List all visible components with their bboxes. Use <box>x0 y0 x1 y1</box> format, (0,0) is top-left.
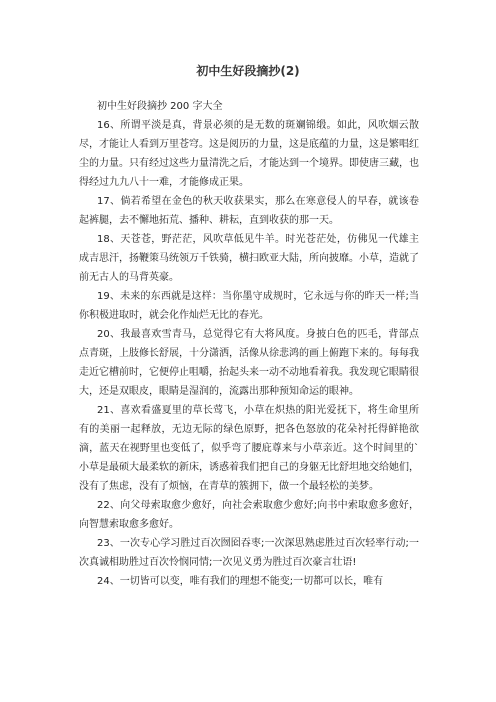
paragraph: 19、未来的东西就是这样：当你墨守成规时，它永远与你的昨天一样;当你积极进取时，就会化作灿烂无比的春光。 <box>79 291 419 321</box>
paragraph: 16、所谓平淡是真，背景必须的是无数的斑斓锦缎。如此，风吹烟云散尽，才能让人看到万里苍穹。这是阅历的力量，这是底蕴的力量，这是繁唱红尘的力量。只有经过这些力量清洗之后，才能达到一个境界。即使唐三藏，也得经过九九八十一难，才能修成正果。 <box>79 120 419 188</box>
paragraph: 23、一次专心学习胜过百次囫囵吞枣;一次深思熟虑胜过百次轻率行动;一次真诚相助胜过百次怜悯同情;一次见义勇为胜过百次豪言壮语! <box>79 538 419 568</box>
paragraph: 18、天苍苍，野茫茫，风吹草低见牛羊。时光苍茫处，仿佛见一代雄主成吉思汗，扬鞭策马统领万千铁骑，横扫欧亚大陆，所向披靡。小草，造就了前无古人的马背英豪。 <box>79 234 419 283</box>
paragraph: 20、我最喜欢雪青马，总觉得它有大将风度。身披白色的匹毛，背部点点青斑，上肢修长舒展，十分潇洒，活像从徐悲鸿的画上俯跑下来的。每每我走近它槽前时，它便停止咀嚼，抬起头来一动不动地看着我。我发现它眼睛很大，还是双眼皮，眼睛是湿润的，流露出那种预知命运的眼神。 <box>79 329 419 397</box>
document-title: 初中生好段摘抄(2) <box>196 64 300 78</box>
paragraph: 21、喜欢看盛夏里的草长莺飞，小草在炽热的阳光爱抚下，将生命里所有的美丽一起释放，无边无际的绿色原野，把各色怒放的花朵衬托得鲜艳欲滴，蓝天在视野里也变低了，似乎弯了腰庇尊来与小草亲近。这个时间里的`小草是最硕大最柔软的新床，诱惑着我们把自己的身躯无比舒坦地交给她们，没有了焦虑，没有了烦恼，在青草的簇拥下，做一个最轻松的美梦。 <box>79 405 419 492</box>
document-subtitle: 初中生好段摘抄 200 字大全 <box>97 101 223 112</box>
document-body <box>79 97 419 591</box>
paragraph: 22、向父母索取愈少愈好，向社会索取愈少愈好;向书中索取愈多愈好，向智慧索取愈多愈好。 <box>79 500 419 530</box>
paragraph: 24、一切皆可以变，唯有我们的理想不能变;一切都可以长，唯有 <box>97 576 384 587</box>
paragraph: 17、倘若希望在金色的秋天收获果实，那么在寒意侵人的早春，就该卷起裤腿，去不懈地拓荒、播种、耕耘，直到收获的那一天。 <box>79 196 419 226</box>
